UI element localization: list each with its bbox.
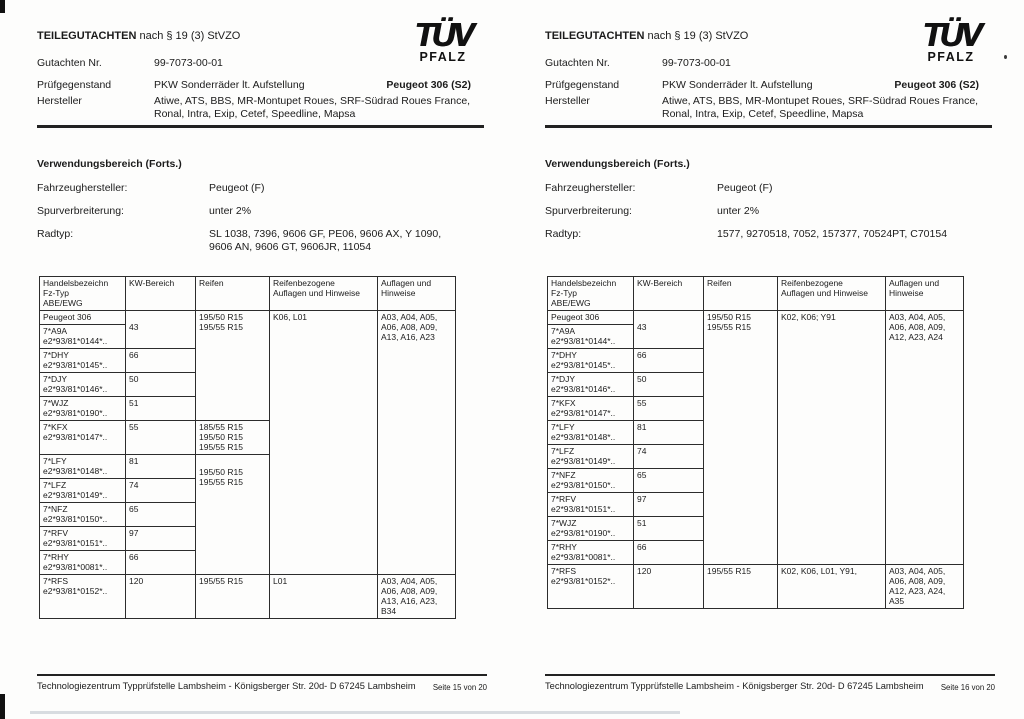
column-header: Handelsbezeichn Fz-Typ ABE/EWG xyxy=(548,277,634,311)
pruefgegenstand-value: PKW Sonderräder lt. Aufstellung xyxy=(662,79,813,91)
column-header: Reifen xyxy=(196,277,270,311)
spurverbreiterung-row xyxy=(37,205,489,218)
radtyp-label: Radtyp: xyxy=(545,228,582,240)
fahrzeughersteller-label: Fahrzeughersteller: xyxy=(545,182,636,194)
table-cell: 195/50 R15 195/55 R15 xyxy=(704,311,778,565)
hersteller-label: Hersteller xyxy=(545,95,590,107)
table-cell: 7*RFV e2*93/81*0151*.. xyxy=(548,493,634,517)
pruefgegenstand-label: Prüfgegenstand xyxy=(545,79,620,91)
fahrzeughersteller-row xyxy=(37,182,489,195)
gutachten-value: 99-7073-00-01 xyxy=(662,57,731,69)
table-cell: 55 xyxy=(126,421,196,455)
table-cell: 7*RFS e2*93/81*0152*.. xyxy=(548,565,634,609)
table-cell: 7*NFZ e2*93/81*0150*.. xyxy=(548,469,634,493)
hersteller-row xyxy=(545,95,997,121)
table-cell: 7*NFZ e2*93/81*0150*.. xyxy=(40,503,126,527)
column-header: Auflagen und Hinweise xyxy=(886,277,964,311)
hersteller-line1: Atiwe, ATS, BBS, MR-Montupet Roues, SRF-Südrad Roues France, xyxy=(154,95,471,107)
tuv-logo-text: TÜV xyxy=(922,16,980,53)
hersteller-label: Hersteller xyxy=(37,95,82,107)
header-divider xyxy=(37,125,484,128)
table-cell: 195/55 R15 xyxy=(704,565,778,609)
table-cell: 7*DJY e2*93/81*0146*.. xyxy=(548,373,634,397)
spurverbreiterung-value: unter 2% xyxy=(209,205,252,217)
table-cell: 7*RHY e2*93/81*0081*.. xyxy=(548,541,634,565)
page-footer xyxy=(37,674,487,693)
radtyp-row xyxy=(545,228,997,254)
spurverbreiterung-label: Spurverbreiterung: xyxy=(37,205,124,217)
column-header: Reifenbezogene Auflagen und Hinweise xyxy=(778,277,886,311)
table-cell: 97 xyxy=(634,493,704,517)
spurverbreiterung-value: unter 2% xyxy=(717,205,760,217)
page-footer xyxy=(545,674,995,693)
wheel-approval-table xyxy=(39,276,456,619)
fahrzeughersteller-value: Peugeot (F) xyxy=(209,182,265,194)
scan-artifact-dot xyxy=(1004,55,1007,59)
table-cell: 195/50 R15 195/55 R15 xyxy=(196,311,270,421)
table-cell: Peugeot 306 xyxy=(548,311,634,325)
table-row xyxy=(40,575,456,619)
table-cell: 7*LFZ e2*93/81*0149*.. xyxy=(40,479,126,503)
document-title-rest: nach § 19 (3) StVZO xyxy=(139,30,241,42)
table-cell: 74 xyxy=(126,479,196,503)
document-title-bold: TEILEGUTACHTEN xyxy=(545,30,645,42)
pruefgegenstand-value: PKW Sonderräder lt. Aufstellung xyxy=(154,79,305,91)
radtyp-row xyxy=(37,228,489,254)
table-cell: A03, A04, A05, A06, A08, A09, A12, A23, A24, A35 xyxy=(886,565,964,609)
wheel-approval-table xyxy=(547,276,964,609)
radtyp-value xyxy=(209,228,489,254)
table-cell: 7*RFS e2*93/81*0152*.. xyxy=(40,575,126,619)
table-cell: 7*A9A e2*93/81*0144*.. xyxy=(40,325,126,349)
pruefgegenstand-row xyxy=(545,79,997,92)
footer-divider xyxy=(545,674,995,676)
table-cell: 7*LFY e2*93/81*0148*.. xyxy=(40,455,126,479)
table-cell: 195/50 R15 195/55 R15 xyxy=(196,455,270,575)
column-header: KW-Bereich xyxy=(634,277,704,311)
table-cell: 50 xyxy=(634,373,704,397)
table-cell: L01 xyxy=(270,575,378,619)
scan-artifact-bottom-edge xyxy=(30,711,680,714)
table-cell: 7*LFY e2*93/81*0148*.. xyxy=(548,421,634,445)
footer-address: Technologiezentrum Typprüfstelle Lambsheim - Königsberger Str. 20d- D 67245 Lambsheim xyxy=(37,681,416,691)
column-header: Reifen xyxy=(704,277,778,311)
footer-line xyxy=(37,681,487,693)
hersteller-row xyxy=(37,95,489,121)
table-cell: 120 xyxy=(126,575,196,619)
gutachten-label: Gutachten Nr. xyxy=(545,57,610,69)
table-cell: 55 xyxy=(634,397,704,421)
table-cell: 65 xyxy=(126,503,196,527)
spurverbreiterung-label: Spurverbreiterung: xyxy=(545,205,632,217)
gutachten-row xyxy=(37,57,489,70)
table-cell: 81 xyxy=(126,455,196,479)
table-cell: K06, L01 xyxy=(270,311,378,575)
table-cell: A03, A04, A05, A06, A08, A09, A12, A23, A24 xyxy=(886,311,964,565)
column-header: Handelsbezeichn Fz-Typ ABE/EWG xyxy=(40,277,126,311)
table-cell: A03, A04, A05, A06, A08, A09, A13, A16, A23 xyxy=(378,311,456,575)
table-cell: 7*KFX e2*93/81*0147*.. xyxy=(548,397,634,421)
table-cell: 195/55 R15 xyxy=(196,575,270,619)
table-cell: 7*KFX e2*93/81*0147*.. xyxy=(40,421,126,455)
hersteller-value xyxy=(662,95,997,121)
hersteller-value xyxy=(154,95,489,121)
pfalz-logo-text: PFALZ xyxy=(419,50,467,64)
scan-artifact-bottom-left xyxy=(0,694,5,719)
spurverbreiterung-row xyxy=(545,205,997,218)
vehicle-model: Peugeot 306 (S2) xyxy=(386,79,471,91)
document-title-rest: nach § 19 (3) StVZO xyxy=(647,30,749,42)
table-row xyxy=(40,311,456,325)
header-divider xyxy=(545,125,992,128)
column-header: Auflagen und Hinweise xyxy=(378,277,456,311)
table-cell: K02, K06, L01, Y91, xyxy=(778,565,886,609)
section-heading: Verwendungsbereich (Forts.) xyxy=(37,158,182,170)
radtyp-value xyxy=(717,228,997,254)
scan-artifact-top-left xyxy=(0,0,5,13)
footer-address: Technologiezentrum Typprüfstelle Lambsheim - Königsberger Str. 20d- D 67245 Lambsheim xyxy=(545,681,924,691)
hersteller-line2: Ronal, Intra, Exip, Cetef, Speedline, Mapsa xyxy=(662,108,864,120)
fahrzeughersteller-label: Fahrzeughersteller: xyxy=(37,182,128,194)
table-cell: 185/55 R15 195/50 R15 195/55 R15 xyxy=(196,421,270,455)
table-cell: 74 xyxy=(634,445,704,469)
table-cell: 7*A9A e2*93/81*0144*.. xyxy=(548,325,634,349)
page-number: Seite 16 von 20 xyxy=(940,683,995,692)
pruefgegenstand-label: Prüfgegenstand xyxy=(37,79,112,91)
table-cell: 7*WJZ e2*93/81*0190*.. xyxy=(548,517,634,541)
table-row xyxy=(548,565,964,609)
table-cell: 51 xyxy=(126,397,196,421)
radtyp-label: Radtyp: xyxy=(37,228,74,240)
table-cell: 81 xyxy=(634,421,704,445)
table-cell: 43 xyxy=(126,311,196,349)
radtyp-line1: SL 1038, 7396, 9606 GF, PE06, 9606 AX, Y 1090, xyxy=(209,228,442,240)
table-cell: 50 xyxy=(126,373,196,397)
table-cell: 7*LFZ e2*93/81*0149*.. xyxy=(548,445,634,469)
table-cell: 43 xyxy=(634,311,704,349)
radtyp-line1: 1577, 9270518, 7052, 157377, 70524PT, C70154 xyxy=(717,228,948,240)
table-cell: 51 xyxy=(634,517,704,541)
fahrzeughersteller-row xyxy=(545,182,997,195)
table-cell: A03, A04, A05, A06, A08, A09, A13, A16, A23, B34 xyxy=(378,575,456,619)
gutachten-row xyxy=(545,57,997,70)
page-number: Seite 15 von 20 xyxy=(432,683,487,692)
footer-line xyxy=(545,681,995,693)
table-cell: 66 xyxy=(634,541,704,565)
section-heading: Verwendungsbereich (Forts.) xyxy=(545,158,690,170)
table-cell: K02, K06; Y91 xyxy=(778,311,886,565)
table-cell: 7*DHY e2*93/81*0145*.. xyxy=(40,349,126,373)
table-cell: 66 xyxy=(126,551,196,575)
table-cell: 65 xyxy=(634,469,704,493)
gutachten-label: Gutachten Nr. xyxy=(37,57,102,69)
vehicle-model: Peugeot 306 (S2) xyxy=(894,79,979,91)
table-cell: 7*WJZ e2*93/81*0190*.. xyxy=(40,397,126,421)
table-row xyxy=(548,311,964,325)
hersteller-line2: Ronal, Intra, Exip, Cetef, Speedline, Mapsa xyxy=(154,108,356,120)
column-header: Reifenbezogene Auflagen und Hinweise xyxy=(270,277,378,311)
gutachten-value: 99-7073-00-01 xyxy=(154,57,223,69)
column-header: KW-Bereich xyxy=(126,277,196,311)
table-cell: 97 xyxy=(126,527,196,551)
document-title-bold: TEILEGUTACHTEN xyxy=(37,30,137,42)
hersteller-line1: Atiwe, ATS, BBS, MR-Montupet Roues, SRF-Südrad Roues France, xyxy=(662,95,979,107)
table-cell: 7*RFV e2*93/81*0151*.. xyxy=(40,527,126,551)
table-cell: 7*DJY e2*93/81*0146*.. xyxy=(40,373,126,397)
table-cell: 7*DHY e2*93/81*0145*.. xyxy=(548,349,634,373)
table-cell: 7*RHY e2*93/81*0081*.. xyxy=(40,551,126,575)
table-cell: Peugeot 306 xyxy=(40,311,126,325)
radtyp-line2: 9606 AN, 9606 GT, 9606JR, 11054 xyxy=(209,241,372,253)
pfalz-logo-text: PFALZ xyxy=(927,50,975,64)
pruefgegenstand-row xyxy=(37,79,489,92)
document-page-left xyxy=(37,0,489,719)
table-cell: 66 xyxy=(634,349,704,373)
document-page-right xyxy=(545,0,997,719)
table-cell: 66 xyxy=(126,349,196,373)
tuv-logo-text: TÜV xyxy=(414,16,472,53)
footer-divider xyxy=(37,674,487,676)
table-cell: 120 xyxy=(634,565,704,609)
fahrzeughersteller-value: Peugeot (F) xyxy=(717,182,773,194)
